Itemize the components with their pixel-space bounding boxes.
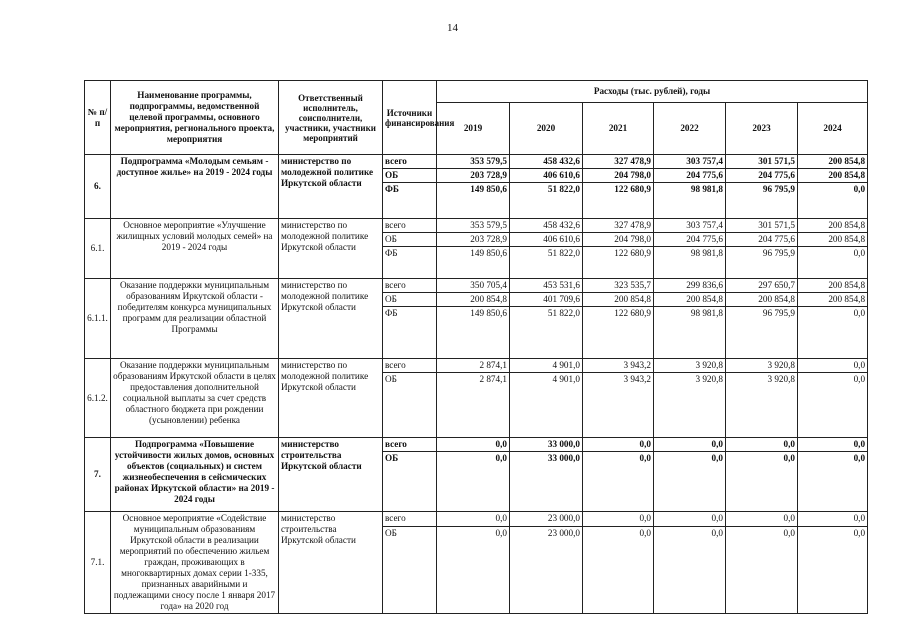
header-name: Наименование программы, подпрограммы, ведомственной целевой программы, основного мероприятия, регионального проекта, мероприятия	[111, 81, 279, 155]
expense-value: 0,0	[798, 247, 868, 279]
row-source: всего	[383, 219, 437, 233]
budget-body	[85, 155, 868, 614]
expense-value: 0,0	[726, 512, 798, 527]
expense-value: 0,0	[798, 452, 868, 512]
row-source: ОБ	[383, 452, 437, 512]
row-index: 7.1.	[85, 512, 111, 614]
expense-value: 4 901,0	[510, 359, 583, 373]
row-source: всего	[383, 512, 437, 527]
row-index: 6.1.2.	[85, 359, 111, 438]
expense-value: 0,0	[654, 527, 726, 614]
expense-value: 303 757,4	[654, 219, 726, 233]
expense-value: 33 000,0	[510, 438, 583, 452]
row-source: ОБ	[383, 527, 437, 614]
expense-value: 4 901,0	[510, 373, 583, 438]
header-source: Источники финансирования	[383, 81, 437, 155]
expense-value: 200 854,8	[798, 169, 868, 183]
row-responsible: министерство по молодежной политике Иркутской области	[279, 279, 383, 359]
expense-value: 204 798,0	[583, 233, 654, 247]
expense-value: 453 531,6	[510, 279, 583, 293]
expense-value: 406 610,6	[510, 169, 583, 183]
expense-value: 3 920,8	[726, 373, 798, 438]
expense-value: 96 795,9	[726, 247, 798, 279]
expense-value: 203 728,9	[437, 233, 510, 247]
expense-value: 51 822,0	[510, 247, 583, 279]
header-year: 2020	[510, 103, 583, 155]
expense-value: 3 943,2	[583, 359, 654, 373]
row-responsible: министерство строительства Иркутской области	[279, 512, 383, 614]
expense-value: 33 000,0	[510, 452, 583, 512]
row-source: ОБ	[383, 169, 437, 183]
expense-value: 96 795,9	[726, 183, 798, 219]
expense-value: 200 854,8	[726, 293, 798, 307]
expense-value: 0,0	[654, 452, 726, 512]
row-responsible: министерство строительства Иркутской области	[279, 438, 383, 512]
expense-value: 122 680,9	[583, 183, 654, 219]
expense-value: 98 981,8	[654, 183, 726, 219]
expense-value: 0,0	[583, 452, 654, 512]
page-number: 14	[447, 22, 458, 34]
expense-value: 204 775,6	[654, 169, 726, 183]
expense-value: 458 432,6	[510, 219, 583, 233]
row-source: ОБ	[383, 373, 437, 438]
table-row	[85, 438, 868, 452]
expense-value: 98 981,8	[654, 247, 726, 279]
row-name: Основное мероприятие «Улучшение жилищных условий молодых семей» на 2019 - 2024 годы	[111, 219, 279, 279]
row-source: ОБ	[383, 293, 437, 307]
row-index: 7.	[85, 438, 111, 512]
expense-value: 204 798,0	[583, 169, 654, 183]
expense-value: 51 822,0	[510, 307, 583, 359]
expense-value: 401 709,6	[510, 293, 583, 307]
expense-value: 122 680,9	[583, 307, 654, 359]
row-index: 6.1.1.	[85, 279, 111, 359]
expense-value: 200 854,8	[654, 293, 726, 307]
expense-value: 0,0	[654, 438, 726, 452]
expense-value: 51 822,0	[510, 183, 583, 219]
expense-value: 0,0	[654, 512, 726, 527]
expense-value: 458 432,6	[510, 155, 583, 169]
header-responsible: Ответственный исполнитель, соисполнители, участники, участники мероприятий	[279, 81, 383, 155]
header-year: 2024	[798, 103, 868, 155]
expense-value: 200 854,8	[798, 279, 868, 293]
table-row	[85, 155, 868, 169]
header-year: 2021	[583, 103, 654, 155]
row-name: Подпрограмма «Молодым семьям - доступное жилье» на 2019 - 2024 годы	[111, 155, 279, 219]
table-row	[85, 219, 868, 233]
expense-value: 0,0	[726, 527, 798, 614]
expense-value: 0,0	[583, 527, 654, 614]
expense-value: 0,0	[798, 307, 868, 359]
expense-value: 297 650,7	[726, 279, 798, 293]
expense-value: 200 854,8	[437, 293, 510, 307]
expense-value: 0,0	[798, 183, 868, 219]
row-index: 6.1.	[85, 219, 111, 279]
expense-value: 204 775,6	[726, 233, 798, 247]
row-source: всего	[383, 279, 437, 293]
expense-value: 3 920,8	[654, 359, 726, 373]
expense-value: 3 920,8	[654, 373, 726, 438]
row-responsible: министерство по молодежной политике Иркутской области	[279, 359, 383, 438]
row-source: всего	[383, 359, 437, 373]
expense-value: 200 854,8	[798, 219, 868, 233]
row-responsible: министерство по молодежной политике Иркутской области	[279, 155, 383, 219]
expense-value: 200 854,8	[798, 155, 868, 169]
expense-value: 406 610,6	[510, 233, 583, 247]
expense-value: 327 478,9	[583, 155, 654, 169]
expense-value: 0,0	[798, 359, 868, 373]
expense-value: 149 850,6	[437, 183, 510, 219]
row-name: Основное мероприятие «Содействие муниципальным образованиям Иркутской области в реализации мероприятий по обеспечению жильем граждан, проживающих в многоквартирных домах серии 1-335, признанных аварийными и подлежащими сносу после 1 января 2017 года» на 2020 год	[111, 512, 279, 614]
expense-value: 3 920,8	[726, 359, 798, 373]
expense-value: 23 000,0	[510, 527, 583, 614]
expense-value: 0,0	[583, 512, 654, 527]
expense-value: 200 854,8	[798, 293, 868, 307]
expense-value: 327 478,9	[583, 219, 654, 233]
expense-value: 149 850,6	[437, 247, 510, 279]
expense-value: 96 795,9	[726, 307, 798, 359]
expense-value: 353 579,5	[437, 219, 510, 233]
expense-value: 0,0	[437, 527, 510, 614]
row-source: всего	[383, 438, 437, 452]
expense-value: 98 981,8	[654, 307, 726, 359]
expense-value: 299 836,6	[654, 279, 726, 293]
budget-table	[84, 80, 868, 614]
row-source: ФБ	[383, 183, 437, 219]
table-row	[85, 512, 868, 527]
expense-value: 0,0	[437, 438, 510, 452]
header-index: № п/п	[85, 81, 111, 155]
table-row	[85, 279, 868, 293]
expense-value: 2 874,1	[437, 373, 510, 438]
expense-value: 0,0	[437, 512, 510, 527]
expense-value: 353 579,5	[437, 155, 510, 169]
row-source: ОБ	[383, 233, 437, 247]
row-name: Оказание поддержки муниципальным образованиям Иркутской области в целях предоставления дополнительной социальной выплаты за счет средств областного бюджета при рождении (усыновлении) ребенка	[111, 359, 279, 438]
expense-value: 122 680,9	[583, 247, 654, 279]
row-source: ФБ	[383, 307, 437, 359]
row-name: Оказание поддержки муниципальным образованиям Иркутской области - победителям конкурса муниципальных программ для реализации областной Программы	[111, 279, 279, 359]
expense-value: 301 571,5	[726, 155, 798, 169]
expense-value: 0,0	[726, 438, 798, 452]
row-index: 6.	[85, 155, 111, 219]
expense-value: 2 874,1	[437, 359, 510, 373]
expense-value: 204 775,6	[726, 169, 798, 183]
expense-value: 0,0	[583, 438, 654, 452]
expense-value: 200 854,8	[583, 293, 654, 307]
expense-value: 303 757,4	[654, 155, 726, 169]
expense-value: 0,0	[798, 438, 868, 452]
table-row	[85, 359, 868, 373]
expense-value: 23 000,0	[510, 512, 583, 527]
expense-value: 149 850,6	[437, 307, 510, 359]
expense-value: 0,0	[798, 373, 868, 438]
expense-value: 0,0	[726, 452, 798, 512]
row-name: Подпрограмма «Повышение устойчивости жилых домов, основных объектов (социальных) и систем жизнеобеспечения в сейсмических районах Иркутской области» на 2019 - 2024 годы	[111, 438, 279, 512]
expense-value: 0,0	[437, 452, 510, 512]
expense-value: 204 775,6	[654, 233, 726, 247]
expense-value: 323 535,7	[583, 279, 654, 293]
expense-value: 203 728,9	[437, 169, 510, 183]
expense-value: 200 854,8	[798, 233, 868, 247]
row-source: всего	[383, 155, 437, 169]
header-year: 2023	[726, 103, 798, 155]
row-responsible: министерство по молодежной политике Иркутской области	[279, 219, 383, 279]
header-expenses: Расходы (тыс. рублей), годы	[437, 81, 868, 103]
expense-value: 350 705,4	[437, 279, 510, 293]
header-year: 2019	[437, 103, 510, 155]
expense-value: 0,0	[798, 527, 868, 614]
header-year: 2022	[654, 103, 726, 155]
expense-value: 301 571,5	[726, 219, 798, 233]
expense-value: 3 943,2	[583, 373, 654, 438]
expense-value: 0,0	[798, 512, 868, 527]
row-source: ФБ	[383, 247, 437, 279]
